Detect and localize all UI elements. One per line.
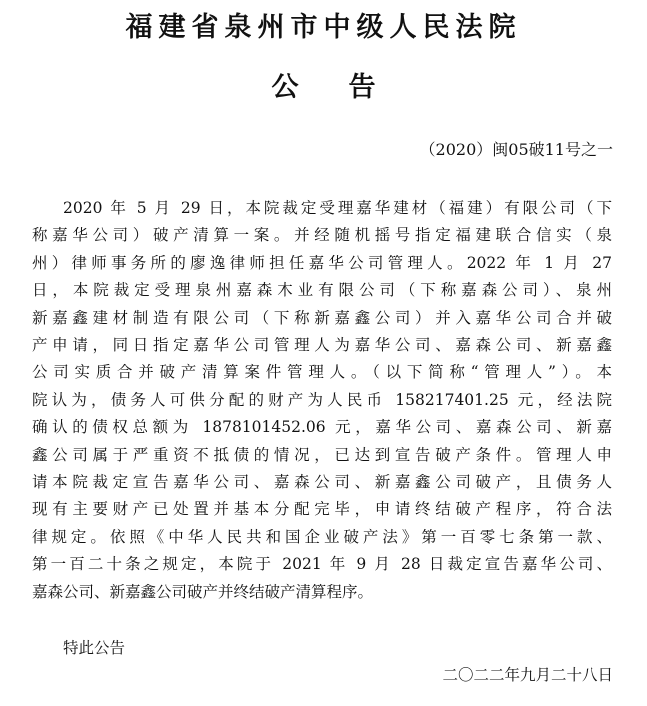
- body-line: 日，本院裁定受理泉州嘉森木业有限公司（下称嘉森公司）、泉州: [32, 281, 612, 300]
- document-type-heading: 公告: [271, 72, 426, 103]
- body-line: 鑫公司属于严重资不抵债的情况，已达到宣告破产条件。管理人申: [32, 445, 612, 464]
- issue-date: 二〇二二年九月二十八日: [442, 666, 613, 684]
- body-line: 请本院裁定宣告嘉华公司、嘉森公司、新嘉鑫公司破产，且债务人: [32, 473, 612, 492]
- body-line: 院认为，债务人可供分配的财产为人民币 158217401.25 元，经法院: [32, 390, 612, 409]
- body-line: 称嘉华公司）破产清算一案。并经随机摇号指定福建联合信实（泉: [32, 226, 612, 245]
- body-line: 2020 年 5 月 29 日，本院裁定受理嘉华建材（福建）有限公司（下: [63, 199, 612, 217]
- closing-phrase: 特此公告: [63, 639, 126, 657]
- body-line: 公司实质合并破产清算案件管理人。（以下简称“管理人”）。本: [32, 363, 612, 382]
- case-number: （2020）闽05破11号之一: [419, 140, 613, 159]
- announcement-body: [32, 195, 612, 606]
- body-line: 现有主要财产已处置并基本分配完毕，申请终结破产程序，符合法: [32, 500, 612, 519]
- body-line: 第一百二十条之规定，本院于 2021 年 9 月 28 日裁定宣告嘉华公司、: [32, 555, 612, 574]
- body-line: 产申请，同日指定嘉华公司管理人为嘉华公司、嘉森公司、新嘉鑫: [32, 336, 612, 355]
- court-name-heading: 福建省泉州市中级人民法院: [125, 12, 522, 43]
- body-line: 律规定。依照《中华人民共和国企业破产法》第一百零七条第一款、: [32, 527, 612, 546]
- body-line: 新嘉鑫建材制造有限公司（下称新嘉鑫公司）并入嘉华公司合并破: [32, 308, 612, 327]
- body-line: 确认的债权总额为 1878101452.06 元，嘉华公司、嘉森公司、新嘉: [32, 418, 612, 437]
- body-line: 嘉森公司、新嘉鑫公司破产并终结破产清算程序。: [32, 582, 374, 601]
- body-line: 州）律师事务所的廖逸律师担任嘉华公司管理人。2022 年 1 月 27: [32, 253, 612, 272]
